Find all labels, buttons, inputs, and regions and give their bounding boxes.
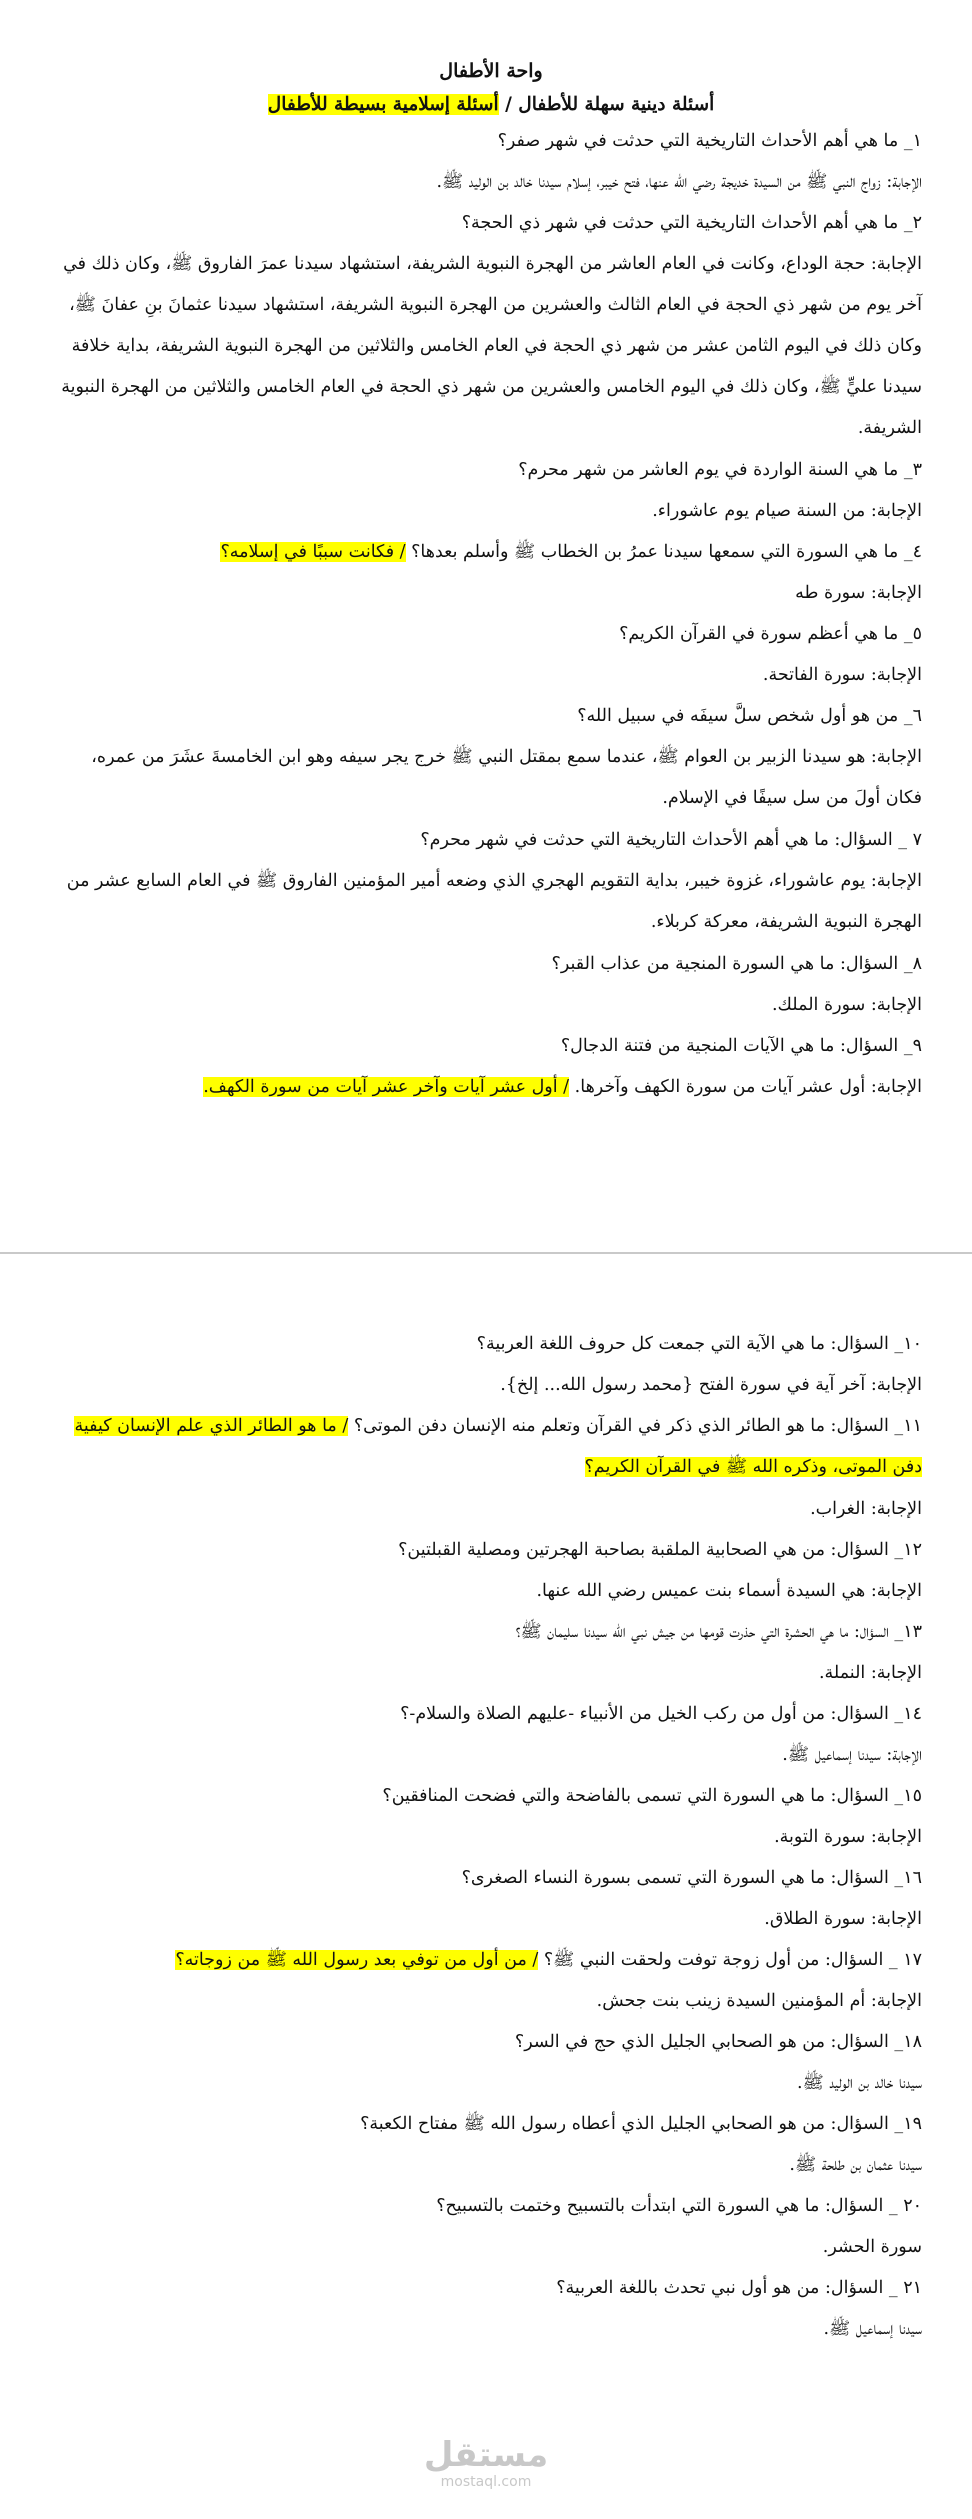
document-page-2 [0, 1262, 972, 2519]
answer-5: الإجابة: سورة الفاتحة. [762, 665, 922, 685]
question-11-alt-highlight: / ما هو الطائر الذي علم الإنسان كيفية دفن الموتى، وذكره الله ﷺ في القرآن الكريم؟ [74, 1416, 922, 1477]
question-13: ١٣_ السؤال: ما هي الحشرة التي حذرت قومها من جيش نبي الله سيدنا سليمان ﷺ؟ [515, 1622, 922, 1642]
answer-10: الإجابة: آخر آية في سورة الفتح {محمد رسول الله... إلخ}. [500, 1375, 922, 1395]
question-18: ١٨_ السؤال: من هو الصحابي الجليل الذي حج في السر؟ [514, 2032, 922, 2052]
subtitle-part-b-highlight: أسئلة إسلامية بسيطة للأطفال [267, 94, 499, 115]
question-16: ١٦_ السؤال: ما هي السورة التي تسمى بسورة النساء الصغرى؟ [461, 1868, 922, 1888]
question-15: ١٥_ السؤال: ما هي السورة التي تسمى بالفاضحة والتي فضحت المنافقين؟ [382, 1786, 922, 1806]
answer-2: الإجابة: حجة الوداع، وكانت في العام العاشر من الهجرة النبوية الشريفة، استشهاد سيدنا عمرَ الفاروق ﷺ، وكان ذلك في آخر يوم من شهر ذي الحجة في العام الثالث والعشرين من الهجرة النبوية الشريفة، استشهاد سيدنا عثمانَ بنِ عفانَ ﷺ، وكان ذلك في اليوم الثامن عشر من شهر ذي الحجة في العام الخامس والثلاثين من الهجرة النبوية الشريفة، بداية خلافة سيدنا عليٍّ ﷺ، وكان ذلك في اليوم الخامس والعشرين من شهر ذي الحجة في العام الخامس والثلاثين من الهجرة النبوية الشريفة. [61, 254, 922, 438]
question-1: ١_ ما هي أهم الأحداث التاريخية التي حدثت في شهر صفر؟ [497, 131, 922, 151]
answer-18: سيدنا خالد بن الوليد ﷺ. [797, 2073, 922, 2093]
answer-21: سيدنا إسماعيل ﷺ. [823, 2319, 922, 2339]
answer-13: الإجابة: النملة. [818, 1663, 922, 1683]
question-17-text: ١٧ _ السؤال: من أول زوجة توفت ولحقت النبي ﷺ؟ [543, 1950, 922, 1970]
question-11-text: ١١_ السؤال: ما هو الطائر الذي ذكر في القرآن وتعلم منه الإنسان دفن الموتى؟ [353, 1416, 922, 1436]
subtitle-part-a: أسئلة دينية سهلة للأطفال / [505, 94, 715, 115]
answer-12: الإجابة: هي السيدة أسماء بنت عميس رضي الله عنها. [536, 1581, 922, 1601]
answer-15: الإجابة: سورة التوبة. [774, 1827, 922, 1847]
question-10: ١٠_ السؤال: ما هي الآية التي جمعت كل حروف اللغة العربية؟ [476, 1334, 922, 1354]
watermark-logo: مستقل [423, 2435, 549, 2475]
question-4 [60, 540, 922, 564]
answer-1: الإجابة: زواج النبي ﷺ من السيدة خديجة رضي الله عنها، فتح خيبر، إسلام سيدنا خالد بن الوليد ﷺ. [436, 172, 922, 192]
question-6: ٦_ من هو أول شخص سلَّ سيفَه في سبيل الله؟ [577, 706, 922, 726]
page-2-content [60, 1332, 922, 2358]
answer-9-text: الإجابة: أول عشر آيات من سورة الكهف وآخرها. [574, 1077, 922, 1097]
question-20: ٢٠ _ السؤال: ما هي السورة التي ابتدأت بالتسبيح وختمت بالتسبيح؟ [436, 2196, 922, 2216]
question-4-alt-highlight: / فكانت سببًا في إسلامه؟ [220, 542, 406, 562]
document-subtitle [60, 94, 922, 115]
answer-4: الإجابة: سورة طه [795, 583, 922, 603]
question-17 [60, 1948, 922, 1972]
mostaql-watermark [0, 2436, 972, 2490]
answer-9 [60, 1075, 922, 1099]
question-3: ٣_ ما هي السنة الواردة في يوم العاشر من شهر محرم؟ [518, 460, 922, 480]
question-21: ٢١ _ السؤال: من هو أول نبي تحدث باللغة العربية؟ [556, 2278, 922, 2298]
answer-3: الإجابة: من السنة صيام يوم عاشوراء. [652, 501, 922, 521]
answer-19: سيدنا عثمان بن طلحة ﷺ. [789, 2155, 922, 2175]
page-divider [0, 1252, 972, 1254]
answer-8: الإجابة: سورة الملك. [771, 995, 922, 1015]
answer-6: الإجابة: هو سيدنا الزبير بن العوام ﷺ، عندما سمع بمقتل النبي ﷺ خرج يجر سيفه وهو ابن الخامسةَ عشَرَ من عمره، فكان أولَ من سل سيفًا في الإسلام. [91, 747, 922, 808]
answer-9-alt-highlight: / أول عشر آيات وآخر عشر آيات من سورة الكهف. [203, 1077, 570, 1097]
answer-14: الإجابة: سيدنا إسماعيل ﷺ. [782, 1745, 922, 1765]
question-11 [60, 1406, 922, 1488]
answer-20: سورة الحشر. [822, 2237, 922, 2257]
question-5: ٥_ ما هي أعظم سورة في القرآن الكريم؟ [619, 624, 922, 644]
question-8: ٨_ السؤال: ما هي السورة المنجية من عذاب القبر؟ [551, 954, 922, 974]
answer-16: الإجابة: سورة الطلاق. [764, 1909, 922, 1929]
watermark-url: mostaql.com [440, 2474, 532, 2490]
answer-17: الإجابة: أم المؤمنين السيدة زينب بنت جحش. [596, 1991, 922, 2011]
question-7: ٧ _ السؤال: ما هي أهم الأحداث التاريخية التي حدثت في شهر محرم؟ [420, 830, 922, 850]
answer-11: الإجابة: الغراب. [810, 1499, 922, 1519]
answer-7: الإجابة: يوم عاشوراء، غزوة خيبر، بداية التقويم الهجري الذي وضعه أمير المؤمنين الفاروق ﷺ في العام السابع عشر من الهجرة النبوية الشريفة، معركة كربلاء. [66, 871, 922, 932]
question-4-text: ٤_ ما هي السورة التي سمعها سيدنا عمرُ بن الخطاب ﷺ وأسلم بعدها؟ [411, 542, 922, 562]
question-17-alt-highlight: / من أول من توفي بعد رسول الله ﷺ من زوجاته؟ [175, 1950, 539, 1970]
document-title: واحة الأطفال [439, 60, 543, 82]
question-12: ١٢_ السؤال: من هي الصحابية الملقبة بصاحبة الهجرتين ومصلية القبلتين؟ [398, 1540, 922, 1560]
question-2: ٢_ ما هي أهم الأحداث التاريخية التي حدثت في شهر ذي الحجة؟ [461, 213, 922, 233]
question-9: ٩_ السؤال: ما هي الآيات المنجية من فتنة الدجال؟ [560, 1036, 922, 1056]
question-14: ١٤_ السؤال: من أول من ركب الخيل من الأنبياء -عليهم الصلاة والسلام-؟ [400, 1704, 922, 1724]
page-1-content [60, 60, 922, 1116]
question-19: ١٩_ السؤال: من هو الصحابي الجليل الذي أعطاه رسول الله ﷺ مفتاح الكعبة؟ [360, 2114, 922, 2134]
